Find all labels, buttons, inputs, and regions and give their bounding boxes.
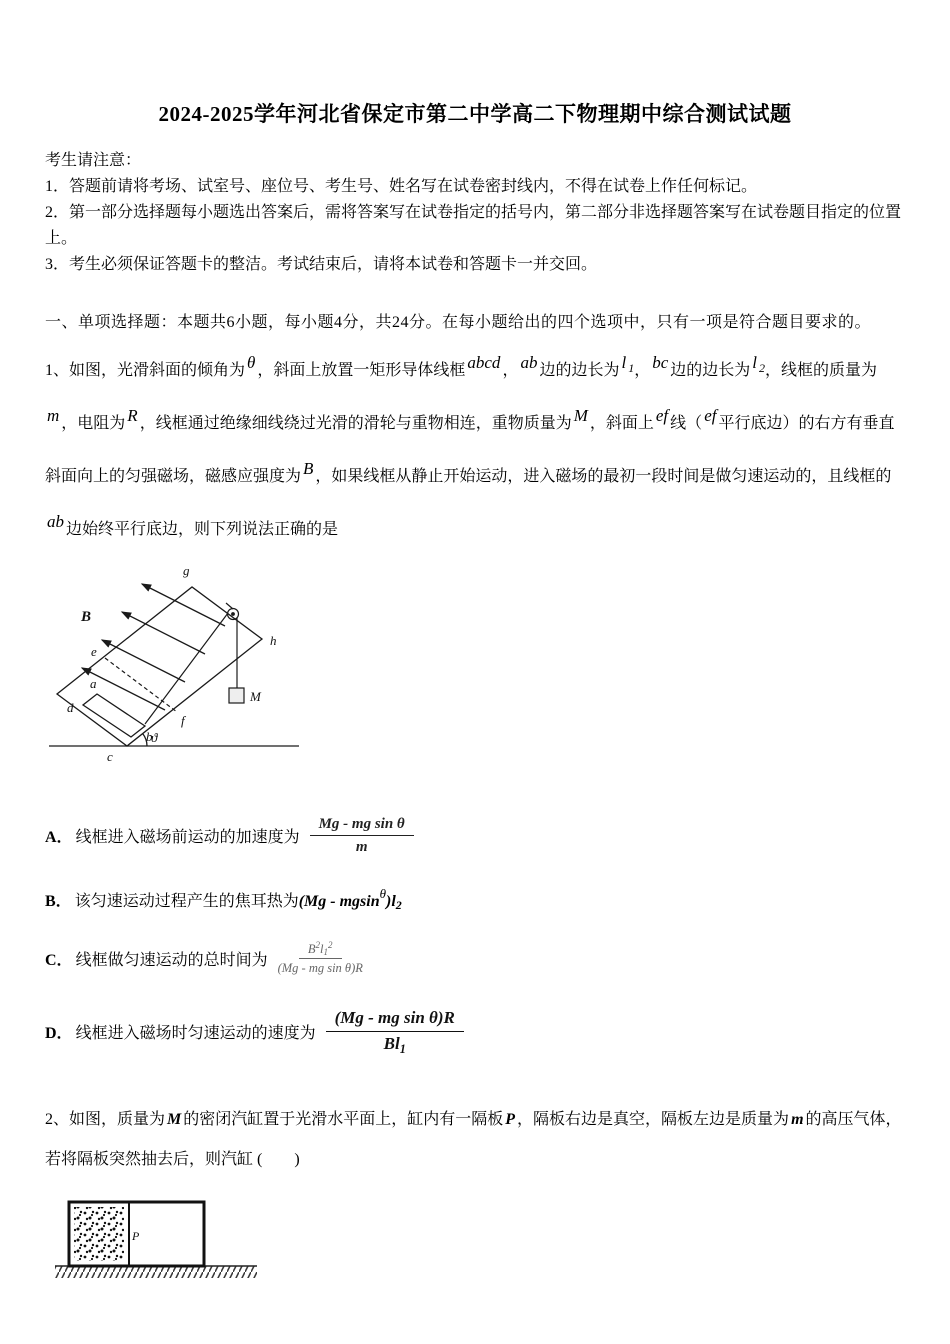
pulley-axle [232, 613, 235, 616]
text-segment: M [573, 406, 588, 425]
field-arrow [102, 640, 185, 682]
option-letter-a: A． [45, 829, 73, 847]
option-d-text: 线框进入磁场时匀速运动的速度为 [75, 1025, 316, 1043]
text-segment: (Mg - mg sin θ)R [277, 961, 363, 976]
page-title: 2024-2025学年河北省保定市第二中学高二下物理期中综合测试试题 [158, 102, 792, 126]
label-f: f [181, 713, 185, 728]
section-1-heading: 一、单项选择题：本题共6小题，每小题4分，共24分。在每小题给出的四个选项中，只有一项是符合题目要求的。 [45, 314, 872, 331]
text-segment: 1 [399, 1041, 406, 1056]
text-segment: 的高压气体，若将隔板突然抽去后，则汽缸 ( ) [45, 1111, 902, 1169]
label-e: e [91, 644, 97, 659]
hanging-weight [229, 688, 244, 703]
text-segment: m [47, 406, 60, 425]
text-segment: ，如果线框从静止开始运动，进入磁场的最初一段时间是做匀速运动的，且线框的 [315, 468, 892, 485]
field-arrows [82, 584, 225, 710]
fraction-numerator [326, 1007, 464, 1032]
text-segment: 的密闭汽缸置于光滑水平面上，缸内有一隔板 [183, 1111, 504, 1129]
label-P: P [132, 1229, 140, 1244]
label-g: g [183, 564, 190, 578]
option-letter-c: C． [45, 952, 73, 970]
text-segment: )l [386, 892, 396, 910]
label-theta: ϑ [151, 730, 158, 745]
text-segment: R [127, 406, 138, 425]
text-segment: ef [704, 406, 717, 425]
text-segment: 2 [328, 940, 333, 951]
text-segment: m [791, 1111, 804, 1129]
question-1-option-d [45, 1007, 905, 1056]
text-segment: l [621, 353, 627, 372]
text-segment: 2、如图，质量为 [45, 1111, 166, 1129]
text-segment: Mg - mg sin θ [318, 816, 405, 832]
fraction-numerator [310, 814, 414, 836]
text-segment: B [303, 459, 314, 478]
text-segment: 2 [759, 361, 766, 375]
text-segment: Bl [383, 1034, 400, 1054]
text-segment: 边的边长为 [539, 362, 620, 379]
text-segment: ef [655, 406, 669, 425]
option-b-text [74, 885, 402, 912]
incline-diagram [47, 564, 347, 779]
text-segment: (Mg - mgsin [298, 892, 380, 910]
notice-item-3: 3．考生必须保证答题卡的整洁。考试结束后，请将本试卷和答题卡一并交回。 [45, 256, 598, 273]
text-segment: θ [247, 353, 256, 372]
question-2-stem [45, 1100, 905, 1180]
text-segment: ，线框通过绝缘细线绕过光滑的滑轮与重物相连，重物质量为 [139, 415, 572, 432]
text-segment: 2 [315, 940, 321, 951]
text-segment: 该匀速运动过程产生的焦耳热为 [74, 892, 299, 910]
text-segment: (Mg - mg sin θ)R [334, 1008, 455, 1028]
text-segment: 1、如图，光滑斜面的倾角为 [45, 362, 246, 379]
fraction-denominator [384, 1032, 406, 1056]
text-segment: 1 [323, 947, 329, 958]
label-B: B [81, 609, 92, 625]
question-2-figure [47, 1188, 905, 1293]
text-segment: ，斜面上 [589, 415, 654, 432]
option-c-fraction [278, 941, 363, 978]
ground-hatch [55, 1266, 257, 1278]
text-segment: ， [634, 362, 651, 379]
notice-item-1: 1．答题前请将考场、试室号、座位号、考生号、姓名写在试卷密封线内，不得在试卷上作任何标记。 [45, 178, 758, 195]
text-segment: 线（ [670, 415, 703, 432]
option-a-text: 线框进入磁场前运动的加速度为 [75, 829, 300, 847]
question-1-option-b [45, 885, 905, 912]
text-segment: θ [379, 885, 386, 901]
text-segment: ，线框的质量为 [765, 362, 878, 379]
fraction-denominator [356, 836, 368, 857]
text-segment: ，斜面上放置一矩形导体线框 [257, 362, 466, 379]
text-segment: 平行底边） [718, 415, 799, 432]
text-segment: 的右方有垂直斜面向上的匀强磁场，磁感应强度为 [45, 415, 895, 485]
text-segment: 边的边长为 [670, 362, 751, 379]
option-letter-b: B． [45, 892, 72, 910]
label-M: M [250, 689, 261, 704]
text-segment: m [355, 839, 368, 856]
text-segment: 2 [395, 897, 402, 912]
notice-item-2: 2．第一部分选择题每小题选出答案后，需将答案写在试卷指定的括号内，第二部分非选择题答案写在试卷题目指定的位置上。 [45, 204, 902, 247]
option-c-text: 线框做匀速运动的总时间为 [75, 952, 268, 970]
option-a-fraction [310, 814, 414, 858]
text-segment: ab [47, 512, 64, 531]
question-1-figure [47, 564, 905, 784]
fraction-denominator [278, 959, 363, 977]
coil-abcd [83, 694, 145, 737]
question-1-option-c [45, 941, 905, 978]
question-1-stem [45, 344, 905, 556]
text-segment: abcd [467, 353, 501, 372]
text-segment: ab [520, 353, 538, 372]
option-d-fraction [326, 1007, 464, 1056]
option-letter-d: D． [45, 1025, 73, 1043]
text-segment: ，隔板右边是真空，隔板左边是质量为 [517, 1111, 790, 1129]
gas-region [74, 1207, 124, 1261]
text-segment: 边始终平行底边，则下列说法正确的是 [66, 521, 339, 538]
fraction-numerator [299, 941, 342, 960]
text-segment: P [505, 1111, 516, 1129]
text-segment: ， [502, 362, 519, 379]
pulley-and-weight [145, 603, 244, 724]
label-a: a [90, 676, 97, 691]
text-segment: l [320, 941, 324, 956]
text-segment: l [752, 353, 758, 372]
text-segment: 1 [628, 361, 635, 375]
label-c: c [107, 749, 113, 764]
text-segment: B [307, 941, 316, 956]
field-arrow [142, 584, 225, 626]
label-d: d [67, 700, 74, 715]
text-segment: ，电阻为 [61, 415, 126, 432]
question-1-option-a [45, 814, 905, 858]
text-segment: M [167, 1111, 182, 1129]
label-b: b [146, 729, 153, 744]
label-h: h [270, 633, 277, 648]
text-segment: bc [652, 353, 669, 372]
cylinder-diagram [47, 1188, 277, 1288]
notice-heading: 考生请注意： [45, 152, 142, 169]
